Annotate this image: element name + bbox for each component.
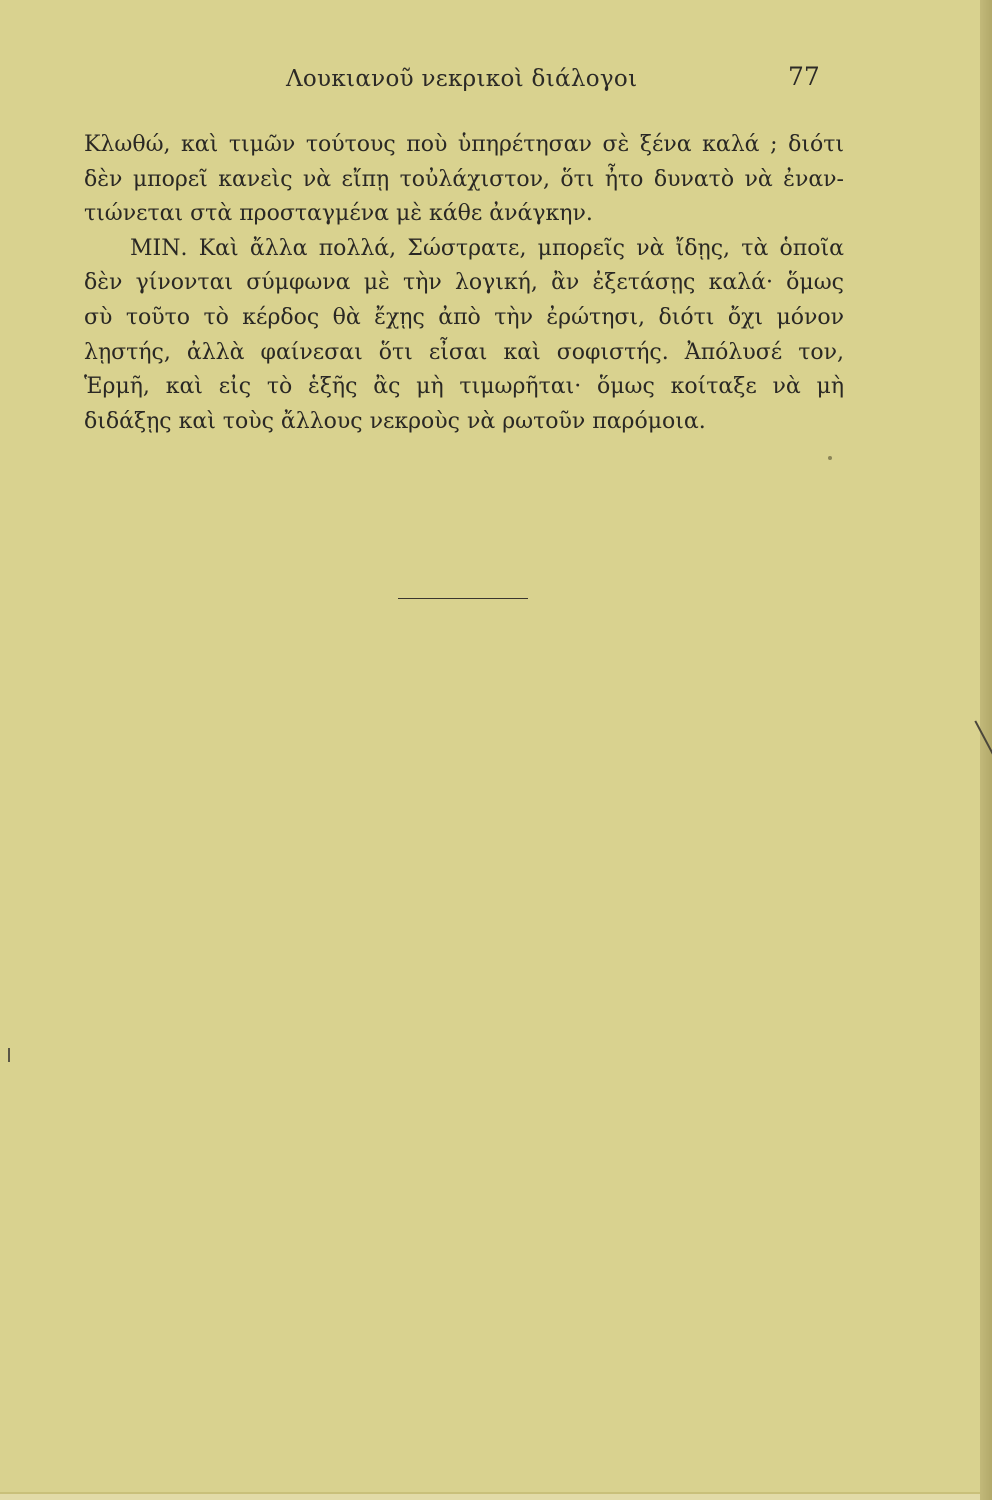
text-line: Ἑρμῆ, καὶ εἰς τὸ ἑξῆς ἂς μὴ τιμωρῆται· ὅμως κοίταξε νὰ μὴ [84,374,844,400]
text-line: λῃστής, ἀλλὰ φαίνεσαι ὅτι εἶσαι καὶ σοφιστής. Ἀπόλυσέ τον, [84,339,844,365]
body-text [84,128,844,439]
text-line: δὲν γίνονται σύμφωνα μὲ τὴν λογική, ἂν ἐξετάσῃς καλά· ὅμως [84,270,844,296]
page-number: 77 [788,62,820,91]
margin-mark [8,1048,10,1062]
text-line: ΜΙΝ. Καὶ ἄλλα πολλά, Σώστρατε, μπορεῖς νὰ ἴδῃς, τὰ ὁποῖα [130,235,844,261]
page-header [0,62,980,106]
text-line: σὺ τοῦτο τὸ κέρδος θὰ ἔχῃς ἀπὸ τὴν ἐρώτησι, διότι ὄχι μόνον [84,304,844,330]
end-rule [398,598,528,599]
running-title: Λουκιανοῦ νεκρικοὶ διάλογοι [286,66,638,92]
text-line: διδάξῃς καὶ τοὺς ἄλλους νεκροὺς νὰ ρωτοῦν παρόμοια. [84,408,706,434]
text-line: δὲν μπορεῖ κανεὶς νὰ εἴπῃ τοὐλάχιστον, ὅτι ἦτο δυνατὸ νὰ ἐναν- [84,166,844,192]
paper-speck [828,456,832,460]
text-line: τιώνεται στὰ προσταγμένα μὲ κάθε ἀνάγκην. [84,201,593,227]
text-line: Κλωθώ, καὶ τιμῶν τούτους ποὺ ὑπηρέτησαν σὲ ξένα καλά ; διότι [84,132,844,157]
